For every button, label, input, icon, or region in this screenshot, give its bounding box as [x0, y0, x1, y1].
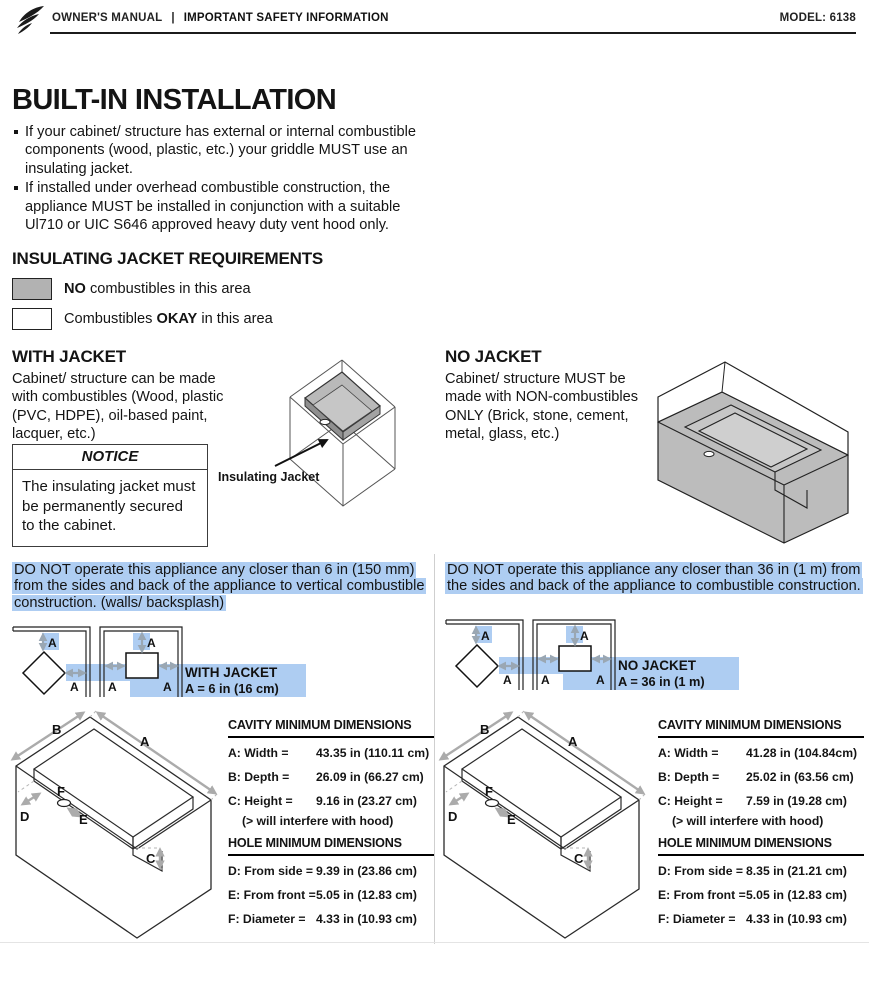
- notice-title: NOTICE: [13, 445, 207, 470]
- grease-hole: [704, 451, 714, 456]
- dim-f-label: F: [485, 784, 493, 799]
- clearance-title: NO JACKET: [618, 658, 697, 673]
- row-label: E: From front =: [228, 888, 316, 902]
- no-jacket-description: Cabinet/ structure MUST be made with NON-combustibles ONLY (Brick, stone, cement, metal, glass, etc.): [445, 371, 639, 443]
- dim-a-label: A: [596, 673, 605, 687]
- row-value: 8.35 in (21.21 cm): [746, 864, 847, 878]
- section-label: IMPORTANT SAFETY INFORMATION: [183, 12, 389, 24]
- table-title: CAVITY MINIMUM DIMENSIONS: [658, 718, 864, 738]
- dim-a-label: A: [70, 680, 79, 694]
- no-jacket-heading: NO JACKET: [445, 347, 542, 366]
- dim-a-label: A: [481, 629, 490, 643]
- clearance-value: A = 6 in (16 cm): [185, 681, 279, 696]
- row-value: 25.02 in (63.56 cm): [746, 770, 854, 784]
- bullet-marker: [14, 186, 18, 190]
- no-jacket-cabinet-diagram: [640, 350, 869, 560]
- grease-hole: [320, 419, 330, 424]
- bullet-marker: [14, 130, 18, 134]
- header-separator: |: [171, 12, 175, 24]
- page-title: BUILT-IN INSTALLATION: [12, 84, 337, 116]
- table-title: CAVITY MINIMUM DIMENSIONS: [228, 718, 434, 738]
- dim-e-label: E: [79, 812, 88, 827]
- dim-a-label: A: [163, 680, 172, 694]
- table-row: [658, 794, 864, 808]
- dim-b-label: B: [52, 722, 62, 737]
- row-label: B: Depth =: [228, 770, 290, 784]
- table-row: [228, 794, 434, 808]
- notice-body: The insulating jacket must be permanently secured to the cabinet.: [22, 478, 196, 534]
- row-label: E: From front =: [658, 888, 746, 902]
- with-jacket-description: Cabinet/ structure can be made with combustibles (Wood, plastic (PVC, HDPE), oil-based paint, lacquer, etc.): [12, 371, 224, 443]
- header-rule: [50, 32, 856, 34]
- table-title: HOLE MINIMUM DIMENSIONS: [658, 836, 864, 856]
- row-value: 41.28 in (104.84cm): [746, 746, 858, 760]
- table-row: [658, 912, 864, 926]
- no-jacket-hole-table: [658, 836, 864, 936]
- row-value: 7.59 in (19.28 cm): [746, 794, 847, 808]
- jacket-pointer-arrow: [275, 440, 327, 466]
- grease-hole: [58, 800, 71, 807]
- white-swatch: [12, 308, 52, 330]
- row-label: C: Height =: [228, 794, 293, 808]
- row-value: 9.39 in (23.86 cm): [316, 864, 417, 878]
- diamond-appliance: [23, 652, 65, 694]
- row-value: 5.05 in (12.83 cm): [316, 888, 417, 902]
- table-note: (> will interfere with hood): [242, 814, 394, 828]
- grease-hole: [486, 800, 499, 807]
- cabinet-outline: [444, 717, 639, 938]
- row-value: 5.05 in (12.83 cm): [746, 888, 847, 902]
- with-jacket-cavity-table: [228, 718, 434, 828]
- dim-a-label: A: [541, 673, 550, 687]
- with-jacket-warning: [12, 562, 446, 611]
- no-jacket-cavity-diagram: [430, 702, 660, 952]
- column-divider: [434, 554, 435, 944]
- with-jacket-cavity-diagram: [2, 702, 232, 952]
- legend-text: [64, 311, 273, 327]
- table-row: [658, 888, 864, 902]
- table-row: [228, 746, 434, 760]
- clearance-value: A = 36 in (1 m): [618, 674, 705, 689]
- legend-bold: OKAY: [156, 311, 198, 327]
- table-row: [658, 746, 864, 760]
- no-jacket-clearance-diagram: [441, 613, 751, 693]
- row-value: 9.16 in (23.27 cm): [316, 794, 417, 808]
- dim-a-label: A: [503, 673, 512, 687]
- dim-a-label: A: [147, 636, 156, 650]
- model-number: MODEL: 6138: [779, 12, 856, 24]
- gray-body: [658, 392, 848, 543]
- warning-text: DO NOT operate this appliance any closer than 36 in (1 m) from the sides and back of the appliance to combustible construction.: [447, 562, 861, 595]
- dim-c-label: C: [574, 851, 584, 866]
- table-row: [658, 864, 864, 878]
- bullet-item: [14, 123, 430, 178]
- table-title: HOLE MINIMUM DIMENSIONS: [228, 836, 434, 856]
- diamond-appliance: [456, 645, 498, 687]
- row-label: F: Diameter =: [658, 912, 736, 926]
- dim-b-label: B: [480, 722, 490, 737]
- cabinet-outline: [16, 717, 211, 938]
- dim-f-label: F: [57, 784, 65, 799]
- table-row: [228, 770, 434, 784]
- bullet-text: If your cabinet/ structure has external or internal combustible components (wood, plastic, etc.) your griddle MUST use an insulating jacket.: [25, 124, 416, 177]
- row-value: 4.33 in (10.93 cm): [316, 912, 417, 926]
- bullet-text: If installed under overhead combustible construction, the appliance MUST be installed in conjunction with a suitable Ul710 or UIC S646 approved heavy duty vent hood only.: [25, 180, 401, 234]
- dim-a-label: A: [580, 629, 589, 643]
- with-jacket-heading: WITH JACKET: [12, 347, 126, 366]
- dim-a-label: A: [48, 636, 57, 650]
- row-label: A: Width =: [228, 746, 289, 760]
- table-row: [228, 864, 434, 878]
- gray-swatch: [12, 278, 52, 300]
- legend-item-combustibles-ok: [12, 308, 273, 330]
- table-row: [658, 770, 864, 784]
- dim-c-label: C: [146, 851, 156, 866]
- with-jacket-clearance-diagram: [8, 620, 318, 700]
- row-value: 26.09 in (66.27 cm): [316, 770, 424, 784]
- row-label: D: From side =: [228, 864, 313, 878]
- table-note: (> will interfere with hood): [672, 814, 824, 828]
- header-left: [52, 12, 389, 24]
- warning-text: DO NOT operate this appliance any closer than 6 in (150 mm) from the sides and back of the appliance to vertical combustible construction. (walls/ backsplash): [14, 562, 425, 611]
- table-row: [228, 888, 434, 902]
- no-jacket-warning: [445, 562, 867, 595]
- row-label: C: Height =: [658, 794, 723, 808]
- legend-text: [64, 281, 251, 297]
- square-appliance: [126, 653, 158, 678]
- row-label: A: Width =: [658, 746, 719, 760]
- insulating-jacket-tray: [305, 372, 380, 440]
- with-jacket-cabinet-diagram: [215, 352, 430, 517]
- square-appliance: [559, 646, 591, 671]
- clearance-title: WITH JACKET: [185, 665, 278, 680]
- dim-e-label: E: [507, 812, 516, 827]
- doc-type-label: OWNER'S MANUAL: [52, 12, 163, 24]
- bullet-item: [14, 179, 430, 234]
- bottom-rule: [0, 942, 869, 943]
- with-jacket-hole-table: [228, 836, 434, 936]
- legend-bold: NO: [64, 281, 86, 297]
- flame-icon: [12, 5, 46, 35]
- dim-d-label: D: [448, 809, 458, 824]
- dim-a-label: A: [140, 734, 150, 749]
- legend-item-no-combustibles: [12, 278, 251, 300]
- notice-box: [12, 444, 208, 547]
- legend-rest: combustibles in this area: [85, 281, 251, 297]
- table-row: [228, 912, 434, 926]
- insulating-jacket-label: Insulating Jacket: [218, 470, 320, 484]
- dim-d-label: D: [20, 809, 30, 824]
- dim-a-label: A: [568, 734, 578, 749]
- row-label: F: Diameter =: [228, 912, 306, 926]
- legend-pre: Combustibles: [64, 311, 157, 327]
- intro-bullets: [14, 123, 430, 235]
- row-label: D: From side =: [658, 864, 743, 878]
- legend-heading: INSULATING JACKET REQUIREMENTS: [12, 249, 324, 268]
- row-label: B: Depth =: [658, 770, 720, 784]
- no-jacket-cavity-table: [658, 718, 864, 828]
- row-value: 43.35 in (110.11 cm): [316, 746, 430, 760]
- legend-rest: in this area: [197, 311, 273, 327]
- dim-a-label: A: [108, 680, 117, 694]
- row-value: 4.33 in (10.93 cm): [746, 912, 847, 926]
